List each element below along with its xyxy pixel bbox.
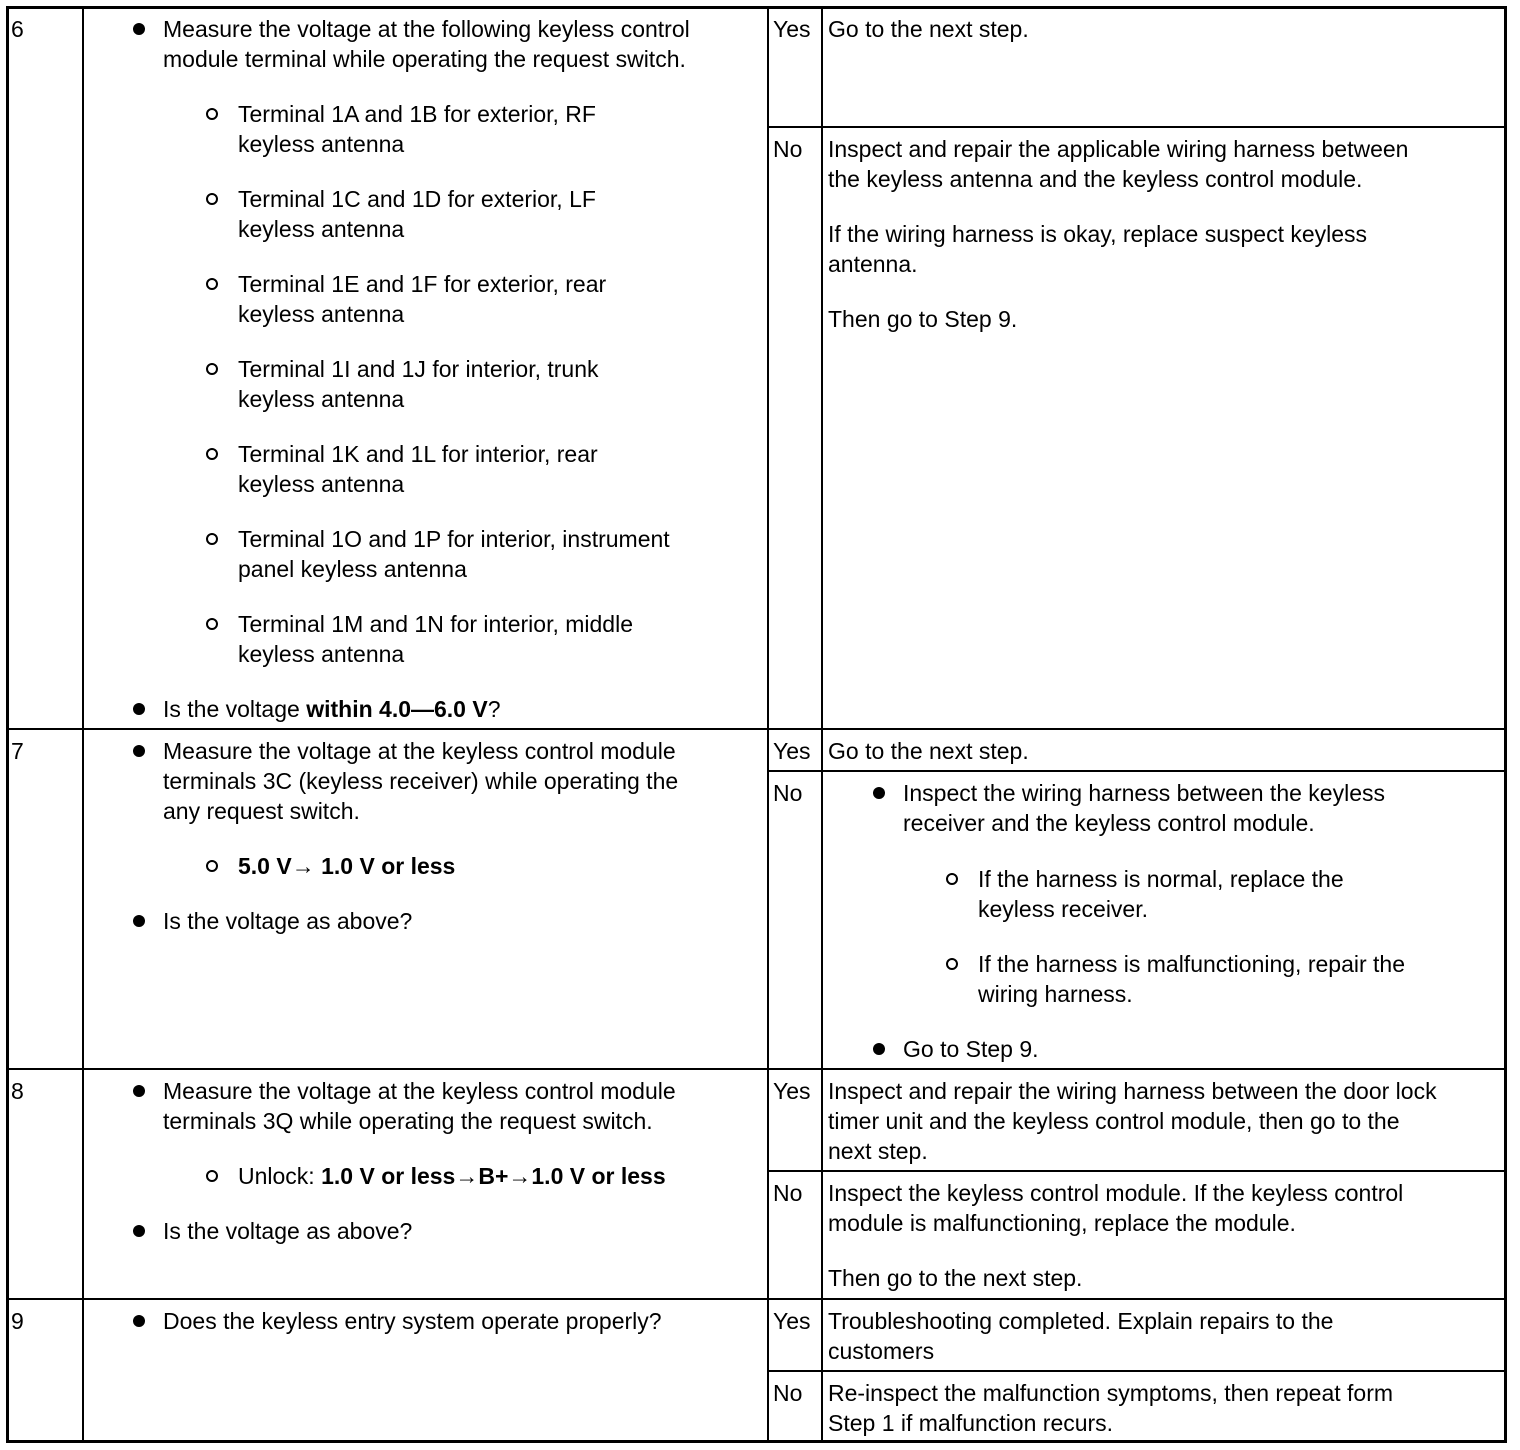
yes-action: Inspect and repair the wiring harness between the door lock	[828, 1078, 1437, 1104]
check-text: Measure the voltage at the keyless control module	[163, 738, 676, 764]
no-action: Re-inspect the malfunction symptoms, then repeat form	[828, 1380, 1394, 1406]
sub-bullet-icon	[206, 860, 218, 872]
row-divider-8-9	[7, 1298, 1506, 1300]
yes-action: Go to the next step.	[828, 16, 1029, 42]
step-number: 6	[11, 16, 24, 42]
column-divider-action	[821, 7, 823, 1442]
yes-action: next step.	[828, 1138, 928, 1164]
yes-no-divider-7	[768, 770, 1506, 772]
no-action: receiver and the keyless control module.	[903, 810, 1315, 836]
step-number: 9	[11, 1308, 24, 1334]
voltage-spec: Unlock: 1.0 V or less→B+→1.0 V or less	[238, 1163, 666, 1189]
no-action: the keyless antenna and the keyless control module.	[828, 166, 1363, 192]
terminal-item: Terminal 1O and 1P for interior, instrument	[238, 526, 670, 552]
yes-label: Yes	[773, 1078, 811, 1104]
voltage-spec: 5.0 V→ 1.0 V or less	[238, 853, 456, 879]
terminal-item: keyless antenna	[238, 386, 405, 412]
bullet-icon	[133, 23, 145, 35]
no-label: No	[773, 1380, 803, 1406]
row-divider-6-7	[7, 728, 1506, 730]
check-question: Is the voltage as above?	[163, 1218, 413, 1244]
no-action: Step 1 if malfunction recurs.	[828, 1410, 1114, 1436]
sub-bullet-icon	[206, 193, 218, 205]
sub-bullet-icon	[206, 278, 218, 290]
column-divider-result	[767, 7, 769, 1442]
yes-label: Yes	[773, 16, 811, 42]
no-action: wiring harness.	[978, 981, 1133, 1007]
no-action: Inspect and repair the applicable wiring harness between	[828, 136, 1409, 162]
yes-action: Go to the next step.	[828, 738, 1029, 764]
no-action: keyless receiver.	[978, 896, 1149, 922]
check-question: Is the voltage as above?	[163, 908, 413, 934]
terminal-item: Terminal 1K and 1L for interior, rear	[238, 441, 598, 467]
bullet-icon	[133, 745, 145, 757]
no-action: If the harness is malfunctioning, repair the	[978, 951, 1406, 977]
check-text: terminals 3C (keyless receiver) while operating the	[163, 768, 679, 794]
sub-bullet-icon	[206, 363, 218, 375]
check-question: Does the keyless entry system operate properly?	[163, 1308, 662, 1334]
bullet-icon	[133, 703, 145, 715]
yes-label: Yes	[773, 738, 811, 764]
bullet-icon	[133, 1085, 145, 1097]
yes-action: customers	[828, 1338, 935, 1364]
sub-bullet-icon	[206, 533, 218, 545]
terminal-item: Terminal 1A and 1B for exterior, RF	[238, 101, 596, 127]
no-label: No	[773, 1180, 803, 1206]
terminal-item: keyless antenna	[238, 131, 405, 157]
bullet-icon	[873, 1043, 885, 1055]
no-action: Go to Step 9.	[903, 1036, 1039, 1062]
bullet-icon	[133, 1315, 145, 1327]
sub-bullet-icon	[206, 1170, 218, 1182]
no-action: If the harness is normal, replace the	[978, 866, 1344, 892]
yes-action: timer unit and the keyless control module, then go to the	[828, 1108, 1400, 1134]
terminal-item: keyless antenna	[238, 301, 405, 327]
yes-no-divider-9	[768, 1370, 1506, 1372]
no-action: If the wiring harness is okay, replace suspect keyless	[828, 221, 1368, 247]
no-action: Inspect the keyless control module. If the keyless control	[828, 1180, 1404, 1206]
no-label: No	[773, 136, 803, 162]
bullet-icon	[133, 1225, 145, 1237]
yes-no-divider-8	[768, 1170, 1506, 1172]
terminal-item: keyless antenna	[238, 216, 405, 242]
check-question: Is the voltage within 4.0—6.0 V?	[163, 696, 501, 722]
terminal-item: Terminal 1M and 1N for interior, middle	[238, 611, 633, 637]
no-label: No	[773, 780, 803, 806]
terminal-item: keyless antenna	[238, 641, 405, 667]
check-text: terminals 3Q while operating the request switch.	[163, 1108, 653, 1134]
check-text: module terminal while operating the request switch.	[163, 46, 686, 72]
check-text: Measure the voltage at the keyless control module	[163, 1078, 676, 1104]
sub-bullet-icon	[946, 958, 958, 970]
terminal-item: Terminal 1E and 1F for exterior, rear	[238, 271, 607, 297]
terminal-item: panel keyless antenna	[238, 556, 467, 582]
yes-label: Yes	[773, 1308, 811, 1334]
sub-bullet-icon	[206, 618, 218, 630]
no-action: module is malfunctioning, replace the module.	[828, 1210, 1296, 1236]
check-text: any request switch.	[163, 798, 360, 824]
step-number: 7	[11, 738, 24, 764]
no-action: Then go to Step 9.	[828, 306, 1018, 332]
sub-bullet-icon	[206, 108, 218, 120]
no-action: antenna.	[828, 251, 918, 277]
yes-no-divider-6	[768, 126, 1506, 128]
sub-bullet-icon	[946, 873, 958, 885]
bullet-icon	[133, 915, 145, 927]
row-divider-7-8	[7, 1068, 1506, 1070]
check-text: Measure the voltage at the following keyless control	[163, 16, 690, 42]
column-divider-step	[82, 7, 84, 1442]
terminal-item: Terminal 1C and 1D for exterior, LF	[238, 186, 596, 212]
terminal-item: Terminal 1I and 1J for interior, trunk	[238, 356, 599, 382]
no-action: Then go to the next step.	[828, 1265, 1083, 1291]
bullet-icon	[873, 787, 885, 799]
step-number: 8	[11, 1078, 24, 1104]
yes-action: Troubleshooting completed. Explain repairs to the	[828, 1308, 1334, 1334]
terminal-item: keyless antenna	[238, 471, 405, 497]
sub-bullet-icon	[206, 448, 218, 460]
no-action: Inspect the wiring harness between the keyless	[903, 780, 1385, 806]
